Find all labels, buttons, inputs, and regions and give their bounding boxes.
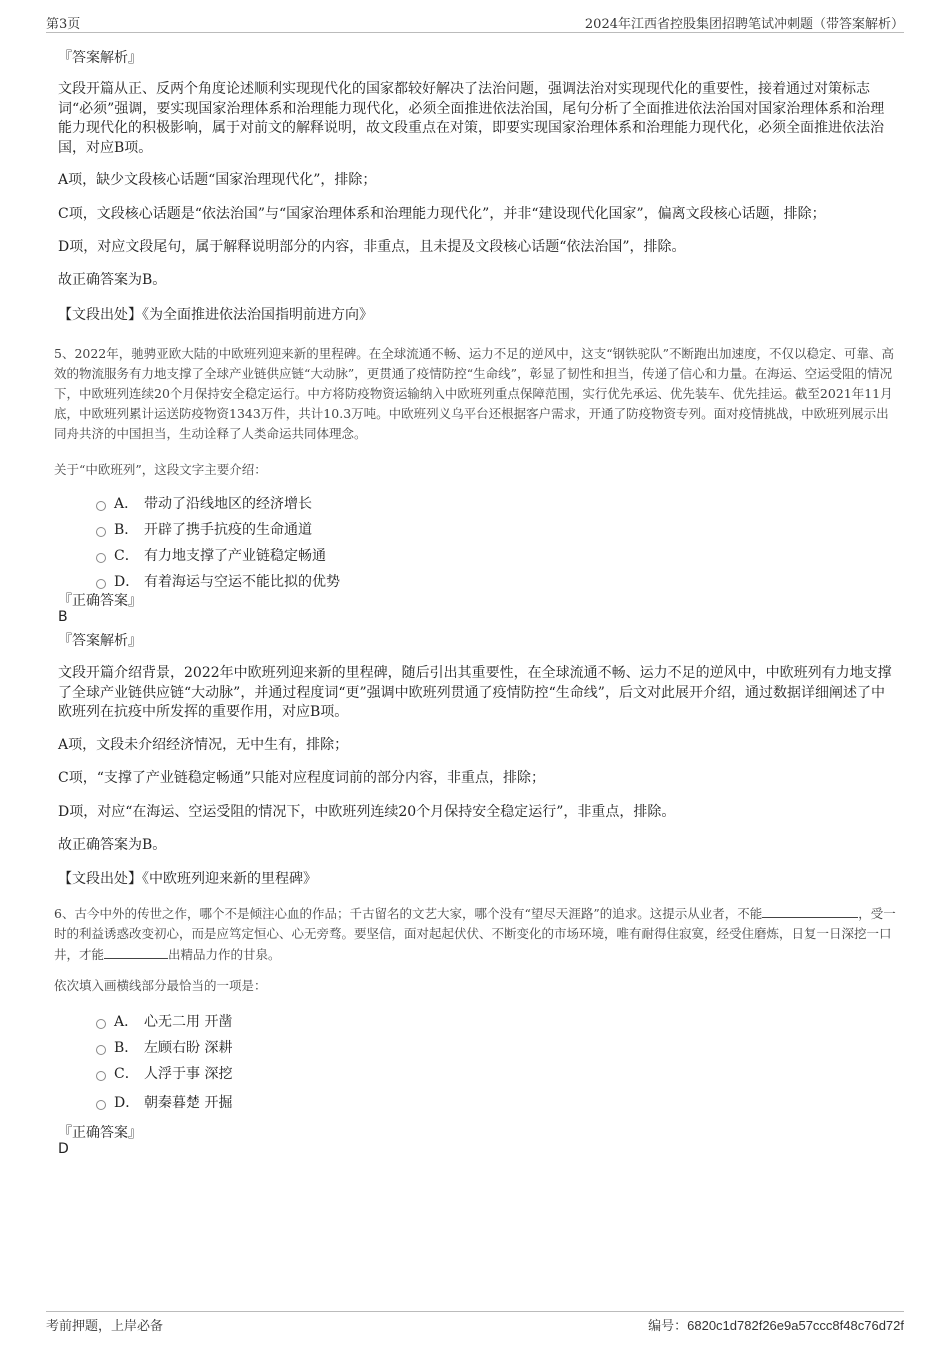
radio-icon[interactable]	[96, 579, 106, 589]
footer-divider	[46, 1311, 904, 1312]
q4-analysis-label: 『答案解析』	[58, 50, 142, 66]
q6-correct-value: D	[58, 1141, 69, 1157]
q5-option-b[interactable]: B． 开辟了携手抗疫的生命通道	[96, 520, 312, 540]
q6-correct-label: 『正确答案』	[58, 1125, 142, 1141]
footer-slogan: 考前押题，上岸必备	[46, 1319, 164, 1334]
radio-icon[interactable]	[96, 1071, 106, 1081]
header-divider	[46, 32, 904, 33]
q5-option-a-note: A项，文段未介绍经济情况，无中生有，排除；	[58, 737, 349, 753]
page-number: 第3页	[46, 17, 81, 32]
q5-correct-label: 『正确答案』	[58, 593, 142, 609]
q5-correct-value: B	[58, 609, 68, 625]
q5-option-c-note: C项，“支撑了产业链稳定畅通”只能对应程度词前的部分内容，非重点，排除；	[58, 770, 546, 786]
q5-conclusion: 故正确答案为B。	[58, 837, 167, 853]
q5-option-d-note: D项，对应“在海运、空运受阻的情况下，中欧班列连续20个月保持安全稳定运行”，非重点，排除。	[58, 804, 676, 820]
radio-icon[interactable]	[96, 1045, 106, 1055]
footer-serial: 编号：6820c1d782f26e9a57ccc8f48c76d72f	[648, 1318, 904, 1334]
q5-analysis-label: 『答案解析』	[58, 633, 142, 649]
q6-option-a[interactable]: A． 心无二用 开凿	[96, 1012, 232, 1032]
q6-option-b[interactable]: B． 左顾右盼 深耕	[96, 1038, 232, 1058]
q6-option-c[interactable]: C． 人浮于事 深挖	[96, 1064, 232, 1084]
fill-blank-1	[762, 903, 858, 918]
radio-icon[interactable]	[96, 1019, 106, 1029]
q5-analysis-paragraph: 文段开篇介绍背景，2022年中欧班列迎来新的里程碑，随后引出其重要性，在全球流通不畅、运力不足的逆风中，中欧班列有力地支撑了全球产业链供应链“大动脉”，并通过程度词“更”强调中欧班列贯通了疫情防控“生命线”，后文对此展开介绍，通过数据详细阐述了中欧班列在抗疫中所发挥的重要作用，对应B项。	[58, 665, 892, 720]
q5-source: 【文段出处】《中欧班列迎来新的里程碑》	[58, 871, 317, 887]
q5-option-a[interactable]: A． 带动了沿线地区的经济增长	[96, 494, 312, 514]
q5-prompt: 关于“中欧班列”，这段文字主要介绍：	[54, 462, 267, 477]
q6-prompt: 依次填入画横线部分最恰当的一项是：	[54, 978, 267, 993]
radio-icon[interactable]	[96, 553, 106, 563]
document-title: 2024年江西省控股集团招聘笔试冲刺题（带答案解析）	[584, 17, 904, 32]
fill-blank-2	[104, 944, 168, 959]
radio-icon[interactable]	[96, 527, 106, 537]
q4-source: 【文段出处】《为全面推进依法治国指明前进方向》	[58, 307, 373, 323]
radio-icon[interactable]	[96, 1100, 106, 1110]
q4-analysis-paragraph: 文段开篇从正、反两个角度论述顺利实现现代化的国家都较好解决了法治问题，强调法治对实现现代化的重要性，接着通过对策标志词“必须”强调，要实现国家治理体系和治理能力现代化，必须全面推进依法治国，尾句分析了全面推进依法治国对国家治理体系和治理能力现代化的积极影响，属于对前文的解释说明，故文段重点在对策，即要实现国家治理体系和治理能力现代化，必须全面推进依法治国，对应B项。	[58, 81, 885, 156]
q5-option-d[interactable]: D． 有着海运与空运不能比拟的优势	[96, 572, 340, 592]
q6-option-d[interactable]: D． 朝秦暮楚 开掘	[96, 1093, 232, 1113]
q4-option-c-note: C项，文段核心话题是“依法治国”与“国家治理体系和治理能力现代化”，并非“建设现代化国家”，偏离文段核心话题，排除；	[58, 206, 826, 222]
q4-option-d-note: D项，对应文段尾句，属于解释说明部分的内容，非重点，且未提及文段核心话题“依法治国”，排除。	[58, 239, 686, 255]
q5-passage: 5、2022年，驰骋亚欧大陆的中欧班列迎来新的里程碑。在全球流通不畅、运力不足的逆风中，这支“钢铁驼队”不断跑出加速度，不仅以稳定、可靠、高效的物流服务有力地支撑了全球产业链供应链“大动脉”，更贯通了疫情防控“生命线”，彰显了韧性和担当，传递了信心和力量。在海运、空运受阻的情况下，中欧班列连续20个月保持安全稳定运行。中方将防疫物资运输纳入中欧班列重点保障范围，实行优先承运、优先装车、优先挂运。截至2021年11月底，中欧班列累计运送防疫物资1343万件，共计10.3万吨。中欧班列义乌平台还根据客户需求，开通了防疫物资专列。面对疫情挑战，中欧班列展示出同舟共济的中国担当，生动诠释了人类命运共同体理念。	[54, 346, 895, 441]
radio-icon[interactable]	[96, 501, 106, 511]
q4-conclusion: 故正确答案为B。	[58, 272, 167, 288]
q4-option-a-note: A项，缺少文段核心话题“国家治理现代化”，排除；	[58, 172, 377, 188]
q5-option-c[interactable]: C． 有力地支撑了产业链稳定畅通	[96, 546, 326, 566]
q6-passage: 6、古今中外的传世之作，哪个不是倾注心血的作品；千古留名的文艺大家，哪个没有“望尽天涯路”的追求。这提示从业者，不能 ，受一时的利益诱惑改变初心，而是应笃定恒心、心无旁骛。要坚信，面对起起伏伏、不断变化的市场环境，唯有耐得住寂寞，经受住磨炼，日复一日深挖一口井，才能 出精品力作的甘泉。	[54, 903, 898, 965]
